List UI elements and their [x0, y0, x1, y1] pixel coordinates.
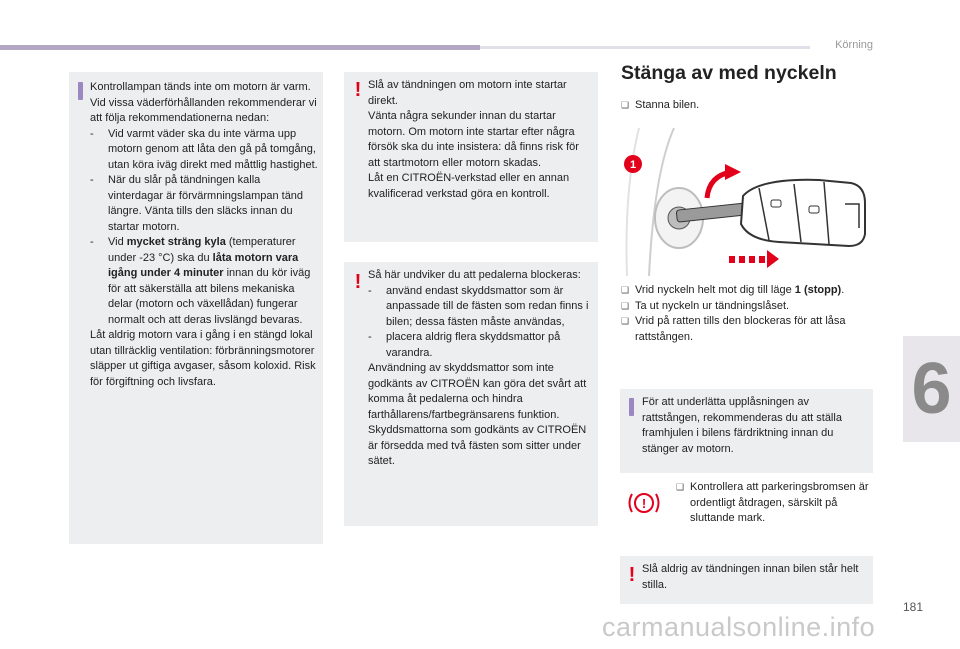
warning-box-ignition [620, 556, 873, 604]
step-item: ❑ Vrid nyckeln helt mot dig till läge 1 (stopp). [621, 283, 881, 299]
steps-list [621, 283, 881, 345]
parking-brake-icon [626, 490, 662, 516]
list-item: - Vid varmt väder ska du inte värma upp motorn genom att låta den gå på tomgång, utan köra iväg direkt med måttlig hastighet. [90, 127, 318, 171]
chapter-number: 6 [911, 349, 952, 429]
page-number: 181 [903, 600, 924, 614]
info-outro: Låt aldrig motorn vara i gång i en stängd lokal utan tillräcklig ventilation: förbränningsmotorer släpper ut giftiga avgaser, såsom koloxid. Risk för förgiftning och livsfara. [90, 329, 316, 388]
warning-outro: Användning av skyddsmattor som inte godkänts av CITROËN kan göra det svårt att komma åt pedalerna och hindra farthållarens/fartbegränsarens funktion. Skyddsmattorna som godkänts av CITROËN är försedda med två fästen som sitter under sätet. [368, 362, 587, 467]
info-intro: Kontrollampan tänds inte om motorn är varm. Vid vissa väderförhållanden rekommenderar vi att följa rekommendationerna nedan: [90, 81, 317, 124]
step-item: ❑ Ta ut nyckeln ur tändningslåset. [621, 299, 881, 315]
key-illustration [619, 128, 873, 276]
checkbox-bullet-icon: ❑ [621, 285, 630, 295]
info-box-steering-lock [620, 389, 873, 473]
info-box-engine-heater [69, 72, 323, 544]
warning-box-start-failure [344, 72, 598, 242]
info-text: För att underlätta upplåsningen av rattstången, rekommenderas du att ställa framhjulen i bilens färdriktning innan du stänger av motorn. [642, 396, 842, 455]
svg-text:!: ! [641, 496, 647, 511]
callout-label: 1 [629, 159, 637, 171]
warning-intro: Så här undviker du att pedalerna blockeras: [368, 269, 581, 281]
warning-text: Slå av tändningen om motorn inte startar direkt. Vänta några sekunder innan du startar motorn. Om motorn inte startar efter några försök ska du inte insistera: då finns risk för att startmotorn eller motorn skadas. Låt en CITROËN-verkstad eller en annan kvalificerad verkstad göra en kontroll. [368, 79, 579, 200]
brake-check-box [620, 473, 873, 549]
warning-box-pedals [344, 262, 598, 526]
section-label: Körning [835, 39, 873, 51]
list-item: - använd endast skyddsmattor som är anpassade till de fästen som redan finns i bilen; dessa fästen måste användas, [368, 284, 589, 328]
warning-icon: ! [354, 271, 362, 293]
checkbox-bullet-icon: ❑ [621, 316, 630, 326]
step-item: ❑ Vrid på ratten tills den blockeras för att låsa rattstången. [621, 314, 881, 345]
header-bar [0, 45, 480, 50]
list-item: - Vid mycket sträng kyla (temperaturer under -23 °C) ska du låta motorn vara igång under 4 minuter innan du kör iväg för att säkerställa att bilens mekaniska delar (motorn och växellådan) fungerar normalt och att deras livslängd bevaras. [90, 236, 311, 326]
checkbox-bullet-icon: ❑ [621, 100, 630, 110]
warning-text: Slå aldrig av tändningen innan bilen står helt stilla. [642, 563, 859, 591]
watermark: carmanualsonline.info [602, 612, 876, 642]
section-title: Stänga av med nyckeln [621, 62, 837, 84]
warning-icon: ! [628, 564, 636, 586]
info-icon [629, 398, 634, 416]
list-item: - När du slår på tändningen kalla vinterdagar är förvärmningslampan tänd längre. Vänta tills den släcks innan du startar motorn. [90, 174, 304, 233]
warning-icon: ! [354, 79, 362, 101]
checkbox-bullet-icon: ❑ [676, 482, 685, 492]
checkbox-bullet-icon: ❑ [621, 300, 630, 311]
chapter-tab [903, 336, 960, 442]
key-ignition-figure [619, 128, 873, 276]
info-icon [78, 82, 83, 100]
step-item: ❑ Kontrollera att parkeringsbromsen är ordentligt åtdragen, särskilt på sluttande mark. [676, 480, 870, 527]
list-item: - placera aldrig flera skyddsmattor på varandra. [368, 331, 561, 359]
header-bar-light [480, 46, 810, 49]
step-item: ❑ Stanna bilen. [621, 98, 881, 114]
